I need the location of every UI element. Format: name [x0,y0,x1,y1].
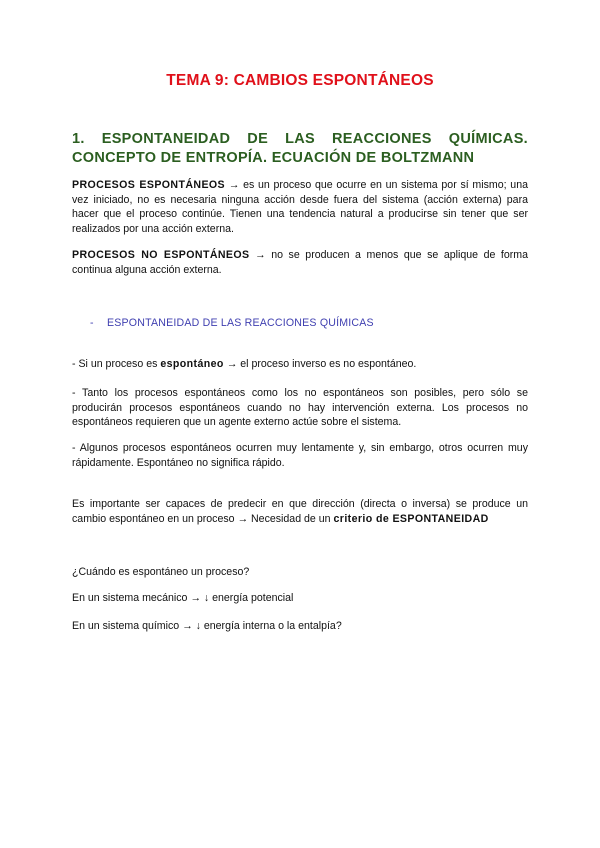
question-mechanical: En un sistema mecánico → ↓ energía potencial [72,592,294,604]
question-chemical: En un sistema químico → ↓ energía interna o la entalpía? [72,620,342,632]
point-inverse: - Si un proceso es espontáneo → el proceso inverso es no espontáneo. [72,358,417,370]
term-spontaneous: PROCESOS ESPONTÁNEOS [72,179,226,191]
point-speed: - Algunos procesos espontáneos ocurren muy lentamente y, sin embargo, otros ocurren muy rápidamente. Espontáneo no significa rápido. [72,442,528,469]
subsection-heading [90,317,374,329]
bullet-dash: - [90,317,94,329]
point-intervention: - Tanto los procesos espontáneos como los no espontáneos son posibles, pero sólo se producirán procesos espontáneos cuando no hay intervención externa. Los procesos no espontáneos requieren que un agente externo actúe sobre el sistema. [72,387,528,429]
term-criterion: criterio de ESPONTANEIDAD [333,512,489,525]
question-when: ¿Cuándo es espontáneo un proceso? [72,566,250,578]
definition-spontaneous: → es un proceso que ocurre en un sistema por sí mismo; una vez iniciado, no es necesaria ninguna acción desde fuera del sistema (acción externa) para hacer que el proceso continúe. Tienen una tendencia natural a producirse sin tener que ser realizados por una acción externa. [72,179,528,235]
subsection-title: ESPONTANEIDAD DE LAS REACCIONES QUÍMICAS [107,317,374,329]
definition-non-spontaneous: → no se producen a menos que se aplique de forma continua alguna acción externa. [72,249,528,276]
paragraph-spontaneous [72,178,528,236]
section-heading: 1. ESPONTANEIDAD DE LAS REACCIONES QUÍMICAS. CONCEPTO DE ENTROPÍA. ECUACIÓN DE BOLTZMANN [72,131,528,166]
term-espontaneo: espontáneo [160,358,224,370]
page-title: TEMA 9: CAMBIOS ESPONTÁNEOS [166,72,434,89]
paragraph-non-spontaneous [72,248,528,277]
term-non-spontaneous: PROCESOS NO ESPONTÁNEOS [72,249,250,261]
paragraph-criterion: Es importante ser capaces de predecir en que dirección (directa o inversa) se produce un cambio espontáneo en un proceso → Necesidad de un criterio de ESPONTANEIDAD [72,498,528,525]
